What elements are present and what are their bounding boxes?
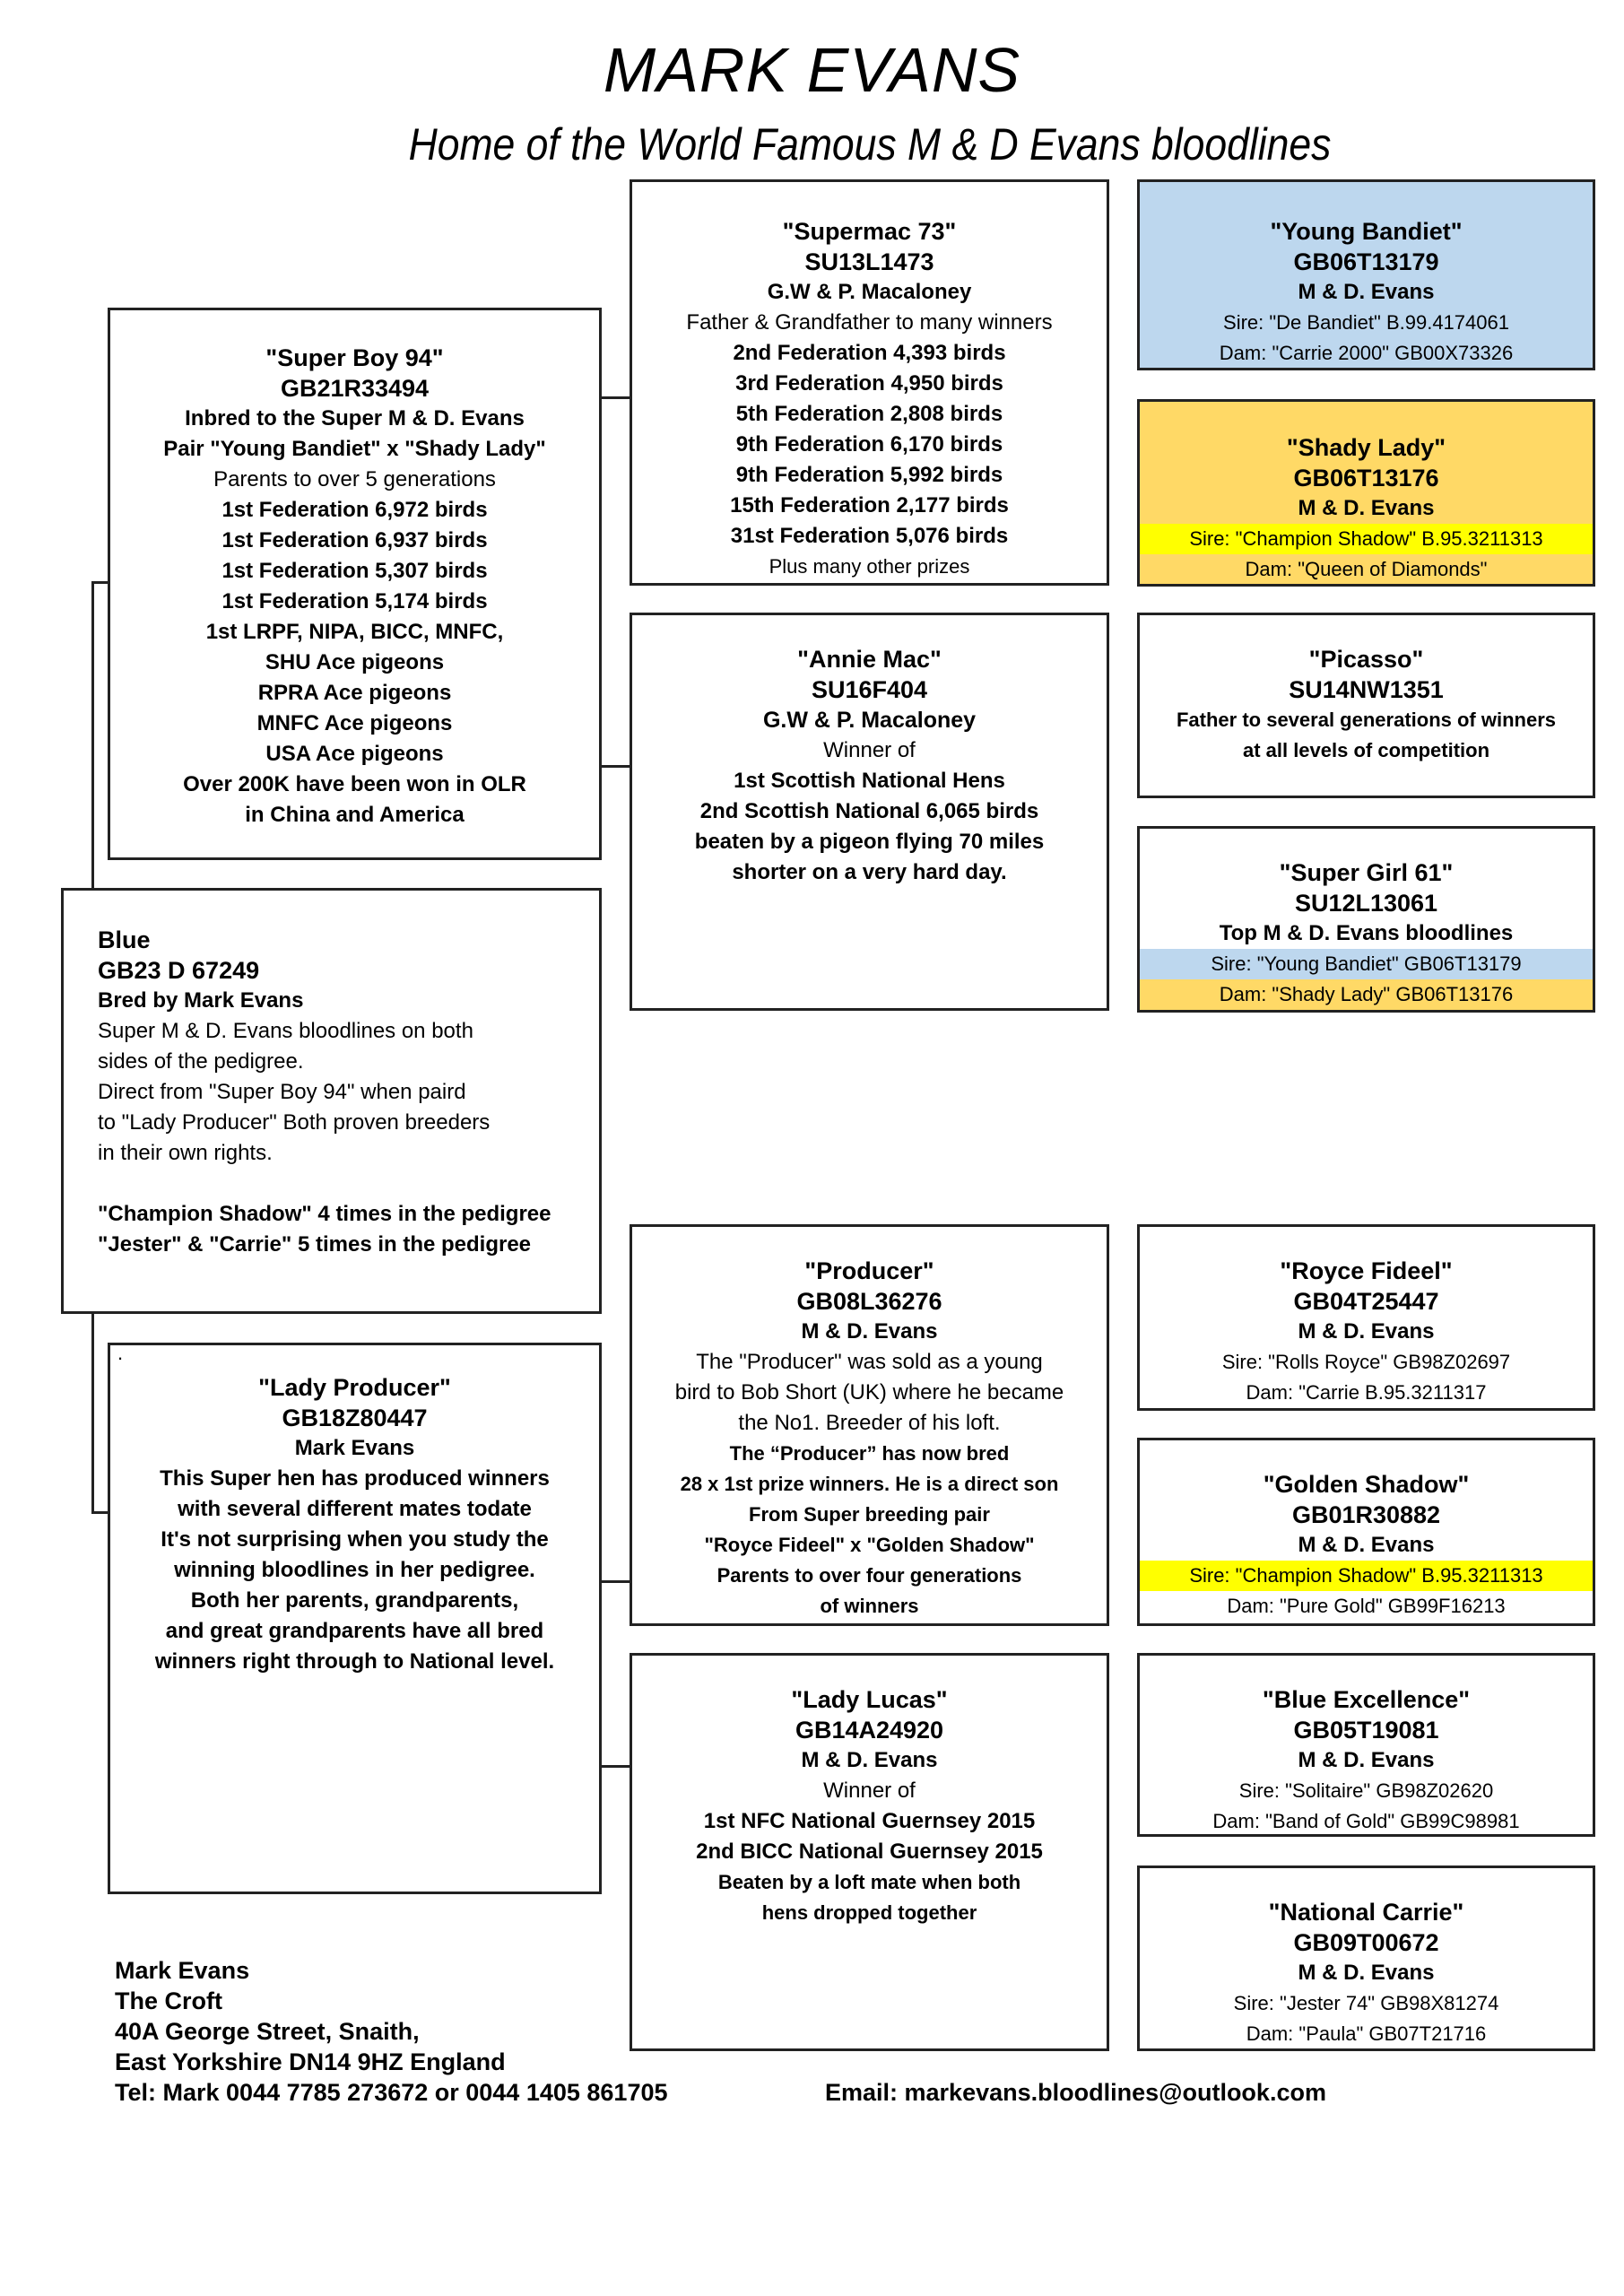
g1-name: "Young Bandiet": [1270, 218, 1463, 245]
contact-email[interactable]: Email: markevans.bloodlines@outlook.com: [825, 2079, 1326, 2106]
sire-line: 1st Federation 5,174 birds: [221, 589, 488, 613]
sire-line: USA Ace pigeons: [265, 742, 444, 766]
sire-line: Inbred to the Super M & D. Evans: [185, 406, 525, 430]
sire-line: 1st LRPF, NIPA, BICC, MNFC,: [205, 620, 504, 644]
g6-ring: GB01R30882: [1291, 1501, 1441, 1528]
ds-bold: of winners: [820, 1595, 919, 1617]
sire-ring: GB21R33494: [280, 375, 430, 402]
g2-dam: Dam: "Queen of Diamonds": [1245, 558, 1488, 580]
bird-desc-line: in their own rights.: [98, 1141, 273, 1165]
g4-name: "Super Girl 61": [1279, 859, 1454, 886]
bird-ring: GB23 D 67249: [98, 957, 260, 984]
sire-line: in China and America: [245, 803, 465, 827]
dd-name: "Lady Lucas": [791, 1686, 948, 1713]
sd-winner: Winner of: [823, 738, 916, 762]
connector-line: [601, 1765, 632, 1768]
subject-bird-card: [61, 888, 602, 1314]
g6-owner: M & D. Evans: [1298, 1533, 1435, 1557]
g4-sire: Sire: "Young Bandiet" GB06T13179: [1140, 949, 1593, 979]
g6-dam: Dam: "Pure Gold" GB99F16213: [1227, 1595, 1506, 1617]
sire-line: 1st Federation 6,937 birds: [221, 528, 488, 552]
ss-footer: Plus many other prizes: [769, 555, 970, 578]
sd-line: shorter on a very hard day.: [732, 860, 1007, 884]
bird-bred-by: Bred by Mark Evans: [98, 988, 304, 1013]
dd-line: 2nd BICC National Guernsey 2015: [696, 1839, 1043, 1864]
g7-owner: M & D. Evans: [1298, 1748, 1435, 1772]
bird-desc-line: sides of the pedigree.: [98, 1049, 304, 1074]
bird-note: "Jester" & "Carrie" 5 times in the pedigree: [98, 1232, 532, 1257]
g5-owner: M & D. Evans: [1298, 1319, 1435, 1344]
g3-line: at all levels of competition: [1242, 739, 1490, 761]
g7-dam: Dam: "Band of Gold" GB99C98981: [1212, 1810, 1520, 1832]
g2-sire: Sire: "Champion Shadow" B.95.3211313: [1140, 524, 1593, 554]
ds-bold: Parents to over four generations: [716, 1564, 1022, 1587]
g8-owner: M & D. Evans: [1298, 1961, 1435, 1985]
gg-blue-excellence-card: [1137, 1653, 1595, 1837]
dd-ring: GB14A24920: [795, 1717, 944, 1744]
sd-ring: SU16F404: [811, 676, 928, 703]
g8-dam: Dam: "Paula" GB07T21716: [1246, 2022, 1487, 2045]
g1-ring: GB06T13179: [1293, 248, 1439, 275]
connector-line: [91, 1511, 109, 1514]
contact-name: Mark Evans: [115, 1957, 250, 1984]
sire-line: Parents to over 5 generations: [213, 467, 496, 491]
bird-desc-line: Super M & D. Evans bloodlines on both: [98, 1019, 473, 1043]
ds-plain: bird to Bob Short (UK) where he became: [674, 1380, 1064, 1405]
g8-name: "National Carrie": [1268, 1899, 1464, 1926]
sd-line: beaten by a pigeon flying 70 miles: [694, 830, 1045, 854]
g5-ring: GB04T25447: [1293, 1288, 1439, 1315]
ss-result: 9th Federation 6,170 birds: [735, 432, 1003, 457]
ds-ring: GB08L36276: [796, 1288, 942, 1315]
dam-dam-card: [630, 1653, 1109, 2051]
dam-card: [108, 1343, 602, 1894]
g3-name: "Picasso": [1308, 646, 1424, 673]
ds-owner: M & D. Evans: [801, 1319, 938, 1344]
ss-result: 31st Federation 5,076 birds: [730, 524, 1009, 548]
ds-bold: From Super breeding pair: [749, 1503, 990, 1526]
g4-owner: Top M & D. Evans bloodlines: [1219, 921, 1514, 945]
g8-ring: GB09T00672: [1293, 1929, 1439, 1956]
sire-sire-card: [630, 179, 1109, 586]
connector-line: [601, 396, 632, 399]
bird-desc-line: Direct from "Super Boy 94" when paird: [98, 1080, 466, 1104]
dd-small: hens dropped together: [761, 1901, 977, 1924]
ss-result: 9th Federation 5,992 birds: [735, 463, 1003, 487]
dd-owner: M & D. Evans: [801, 1748, 938, 1772]
g3-line: Father to several generations of winners: [1176, 709, 1556, 731]
connector-line: [601, 765, 632, 768]
sire-card: [108, 308, 602, 860]
ds-plain: The "Producer" was sold as a young: [696, 1350, 1043, 1374]
ss-result: 5th Federation 2,808 birds: [735, 402, 1003, 426]
g5-sire: Sire: "Rolls Royce" GB98Z02697: [1221, 1351, 1511, 1373]
ds-bold: "Royce Fideel" x "Golden Shadow": [704, 1534, 1035, 1556]
ss-result: 15th Federation 2,177 birds: [730, 493, 1009, 517]
ss-line: Father & Grandfather to many winners: [686, 310, 1053, 335]
connector-line: [91, 581, 109, 584]
contact-address: East Yorkshire DN14 9HZ England: [115, 2048, 506, 2075]
dam-owner: Mark Evans: [294, 1436, 415, 1460]
g4-dam: Dam: "Shady Lady" GB06T13176: [1140, 979, 1593, 1010]
dam-line: winning bloodlines in her pedigree.: [174, 1558, 535, 1582]
page-subtitle: Home of the World Famous M & D Evans bloodlines: [408, 119, 1332, 170]
connector-line: [601, 1580, 632, 1583]
sire-line: 1st Federation 6,972 birds: [221, 498, 488, 522]
sire-name: "Super Boy 94": [265, 344, 444, 371]
ds-bold: 28 x 1st prize winners. He is a direct son: [680, 1473, 1059, 1495]
g8-sire: Sire: "Jester 74" GB98X81274: [1233, 1992, 1499, 2014]
ds-plain: the No1. Breeder of his loft.: [738, 1411, 1001, 1435]
gg-royce-fideel-card: [1137, 1224, 1595, 1411]
sire-line: MNFC Ace pigeons: [256, 711, 453, 735]
g1-owner: M & D. Evans: [1298, 280, 1435, 304]
dd-winner: Winner of: [823, 1779, 916, 1803]
dam-name: "Lady Producer": [258, 1374, 451, 1401]
sire-line: Over 200K have been won in OLR: [183, 772, 526, 796]
page-title: MARK EVANS: [603, 35, 1021, 105]
ds-bold: The “Producer” has now bred: [729, 1442, 1010, 1465]
contact-block: [115, 1955, 668, 2108]
dam-ring: GB18Z80447: [282, 1405, 428, 1431]
dam-line: with several different mates todate: [178, 1497, 532, 1521]
gg-golden-shadow-card: [1137, 1438, 1595, 1626]
contact-address: The Croft: [115, 1987, 222, 2014]
gg-shady-lady-card: [1137, 399, 1595, 587]
dam-line: winners right through to National level.: [154, 1649, 555, 1674]
ss-result: 2nd Federation 4,393 birds: [733, 341, 1006, 365]
gg-young-bandiet-card: [1137, 179, 1595, 370]
dd-small: Beaten by a loft mate when both: [717, 1871, 1021, 1893]
bird-desc-line: to "Lady Producer" Both proven breeders: [98, 1110, 491, 1135]
g6-name: "Golden Shadow": [1263, 1471, 1470, 1498]
dam-line: This Super hen has produced winners: [160, 1466, 550, 1491]
ss-owner: G.W & P. Macaloney: [767, 280, 972, 304]
sire-line: RPRA Ace pigeons: [257, 681, 452, 705]
g2-owner: M & D. Evans: [1298, 496, 1435, 520]
g5-dam: Dam: "Carrie B.95.3211317: [1246, 1381, 1487, 1404]
g2-name: "Shady Lady": [1286, 434, 1446, 461]
g4-ring: SU12L13061: [1294, 890, 1438, 917]
dam-line: Both her parents, grandparents,: [190, 1588, 519, 1613]
g1-dam: Dam: "Carrie 2000" GB00X73326: [1219, 342, 1514, 364]
dam-sire-card: [630, 1224, 1109, 1626]
sd-owner: G.W & P. Macaloney: [762, 708, 977, 733]
g5-name: "Royce Fideel": [1280, 1257, 1453, 1284]
ss-result: 3rd Federation 4,950 birds: [735, 371, 1003, 396]
gg-picasso-card: [1137, 613, 1595, 798]
sire-dam-card: [630, 613, 1109, 1011]
dam-dot: .: [117, 1342, 124, 1364]
g2-ring: GB06T13176: [1293, 465, 1439, 491]
dam-line: It's not surprising when you study the: [161, 1527, 549, 1552]
g6-sire: Sire: "Champion Shadow" B.95.3211313: [1140, 1561, 1593, 1591]
g7-sire: Sire: "Solitaire" GB98Z02620: [1238, 1779, 1494, 1802]
sire-line: SHU Ace pigeons: [265, 650, 445, 674]
contact-phone: Tel: Mark 0044 7785 273672 or 0044 1405 861705: [115, 2079, 668, 2106]
gg-super-girl-card: [1137, 826, 1595, 1013]
ss-ring: SU13L1473: [804, 248, 934, 275]
contact-address: 40A George Street, Snaith,: [115, 2018, 420, 2045]
gg-national-carrie-card: [1137, 1866, 1595, 2051]
ss-name: "Supermac 73": [782, 218, 957, 245]
dam-line: and great grandparents have all bred: [165, 1619, 544, 1643]
g3-ring: SU14NW1351: [1289, 676, 1444, 703]
g7-ring: GB05T19081: [1293, 1717, 1439, 1744]
ds-name: "Producer": [804, 1257, 934, 1284]
g1-sire: Sire: "De Bandiet" B.99.4174061: [1223, 311, 1509, 334]
sire-line: Pair "Young Bandiet" x "Shady Lady": [163, 437, 546, 461]
bird-colour: Blue: [98, 926, 151, 953]
sd-line: 2nd Scottish National 6,065 birds: [699, 799, 1039, 823]
dd-line: 1st NFC National Guernsey 2015: [703, 1809, 1036, 1833]
bird-note: "Champion Shadow" 4 times in the pedigree: [98, 1202, 551, 1226]
g7-name: "Blue Excellence": [1262, 1686, 1471, 1713]
sd-name: "Annie Mac": [797, 646, 942, 673]
sd-line: 1st Scottish National Hens: [734, 769, 1005, 793]
sire-line: 1st Federation 5,307 birds: [221, 559, 488, 583]
